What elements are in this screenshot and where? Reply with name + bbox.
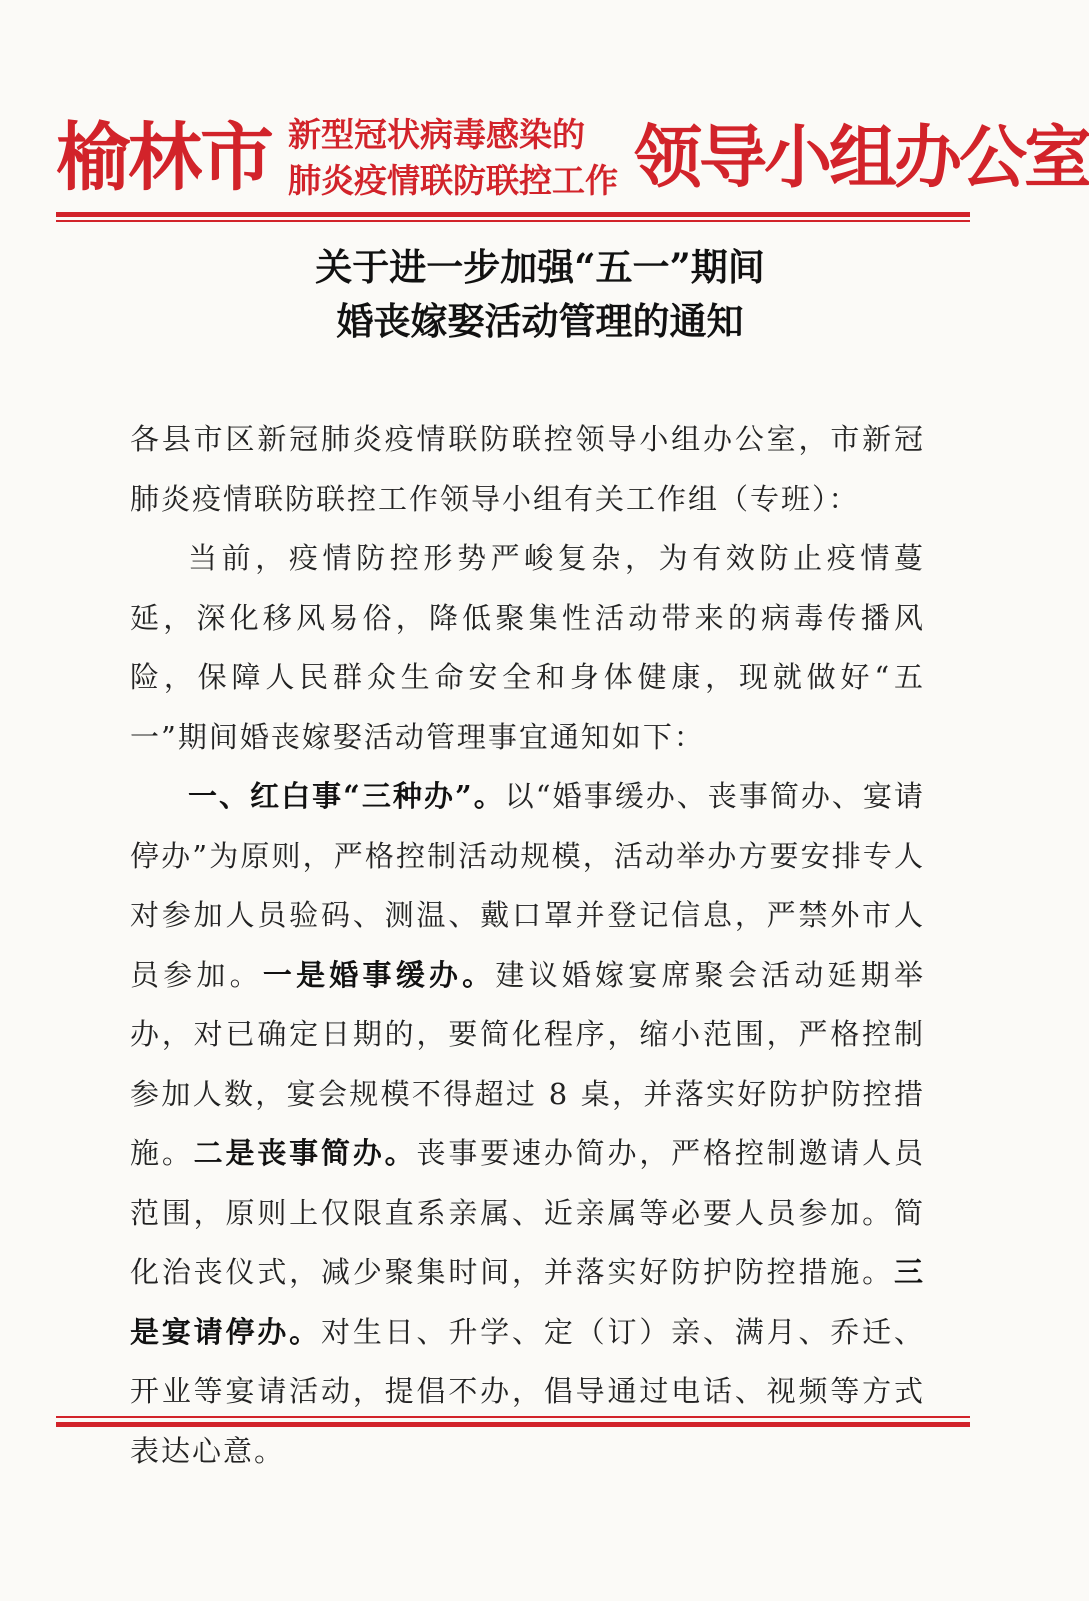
section1-paragraph <box>130 767 925 1481</box>
title-line1: 关于进一步加强“五一”期间 <box>315 245 765 289</box>
title-line2: 婚丧嫁娶活动管理的通知 <box>336 299 744 343</box>
notice-title <box>150 240 930 348</box>
sub2-heading: 二是丧事简办。 <box>193 1136 417 1170</box>
letterhead-city: 榆林市 <box>56 115 272 201</box>
letterhead <box>56 104 1089 212</box>
header-rule-thick <box>56 212 970 217</box>
sub1-heading: 一是婚事缓办。 <box>262 957 496 992</box>
footer-rule-thin <box>56 1416 970 1418</box>
letterhead-middle-line1: 新型冠状病毒感染的 <box>288 115 585 154</box>
sub1-text: 建议婚嫁宴席聚会活动延期举办，对已确定日期的，要简化程序，缩小范围，严格控制参加人数，宴会规模不得超过 8 桌，并落实好防护防控措施。 <box>130 957 925 1170</box>
section1-heading: 一、红白事“三种办”。 <box>188 779 505 813</box>
addressee-paragraph: 各县市区新冠肺炎疫情联防联控领导小组办公室，市新冠肺炎疫情联防联控工作领导小组有关工作组（专班）： <box>130 422 925 516</box>
letterhead-middle <box>288 112 624 208</box>
sub2-text: 丧事要速办简办，严格控制邀请人员范围，原则上仅限直系亲属、近亲属等必要人员参加。简化治丧仪式，减少聚集时间，并落实好防护防控措施。 <box>130 1136 925 1289</box>
letterhead-office: 领导小组办公室 <box>634 118 1089 198</box>
sub3-text: 对生日、升学、定（订）亲、满月、乔迁、开业等宴请活动，提倡不办，倡导通过电话、视频等方式表达心意。 <box>130 1314 925 1468</box>
sub3-heading: 三是宴请停办。 <box>130 1255 925 1349</box>
footer-rule-thick <box>56 1422 970 1427</box>
letterhead-middle-line2: 肺炎疫情联防联控工作 <box>288 161 618 200</box>
intro-paragraph: 当前，疫情防控形势严峻复杂，为有效防止疫情蔓延，深化移风易俗，降低聚集性活动带来的病毒传播风险，保障人民群众生命安全和身体健康，现就做好“五一”期间婚丧嫁娶活动管理事宜通知如下： <box>130 541 925 754</box>
section1-text: 以“婚事缓办、丧事简办、宴请停办”为原则，严格控制活动规模，活动举办方要安排专人对参加人员验码、测温、戴口罩并登记信息，严禁外市人员参加。 <box>130 779 925 992</box>
notice-body <box>130 410 925 1481</box>
header-rule-thin <box>56 220 970 222</box>
